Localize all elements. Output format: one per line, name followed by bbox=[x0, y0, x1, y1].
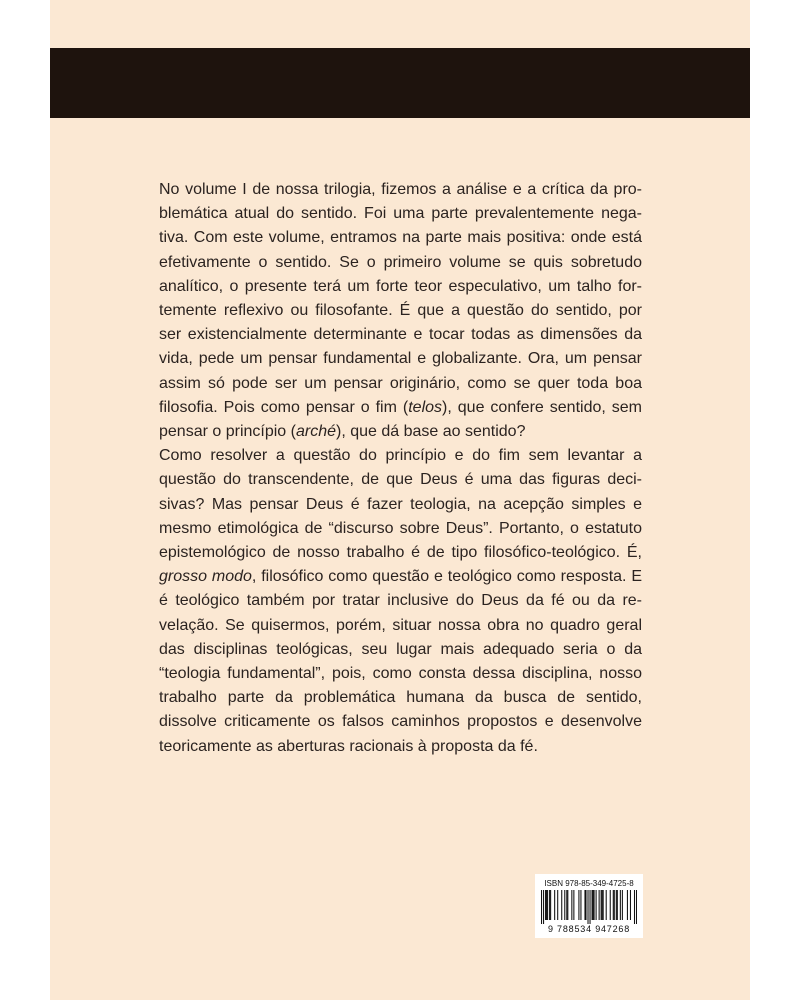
barcode-bar bbox=[554, 890, 555, 920]
isbn-barcode bbox=[535, 874, 643, 938]
barcode-bar bbox=[561, 890, 562, 920]
text-run: ), que confere sentido, sem pensar o princípio ( bbox=[159, 398, 643, 441]
barcode-bar bbox=[557, 890, 558, 920]
barcode-bar bbox=[601, 890, 602, 920]
blurb-paragraph bbox=[159, 444, 642, 759]
barcode-bar bbox=[587, 890, 588, 924]
text-run: ), que dá base ao sentido? bbox=[336, 423, 526, 441]
barcode-bar bbox=[585, 890, 586, 920]
barcode-bar bbox=[573, 890, 574, 920]
barcode-bar bbox=[620, 890, 621, 920]
barcode-bar bbox=[634, 890, 635, 924]
barcode-bar bbox=[545, 890, 546, 920]
barcode-bar bbox=[590, 890, 591, 924]
barcode-bar bbox=[543, 890, 544, 924]
barcode-bar bbox=[593, 890, 594, 920]
barcode-bar bbox=[603, 890, 604, 920]
blurb-text bbox=[159, 178, 642, 759]
barcode-bar bbox=[567, 890, 568, 920]
barcode-bar bbox=[541, 890, 542, 924]
ean-digits: 9 788534 947268 bbox=[547, 924, 631, 934]
blurb-paragraph bbox=[159, 178, 642, 444]
barcode-bar bbox=[616, 890, 617, 920]
book-back-cover bbox=[50, 0, 750, 1000]
barcode-bar bbox=[610, 890, 611, 920]
barcode-bar bbox=[550, 890, 551, 920]
barcode-bars bbox=[541, 890, 637, 924]
barcode-bar bbox=[636, 890, 637, 924]
barcode-bar bbox=[630, 890, 631, 920]
barcode-bar bbox=[592, 890, 593, 920]
barcode-bar bbox=[606, 890, 607, 920]
top-dark-band bbox=[50, 48, 750, 118]
isbn-label: ISBN 978-85-349-4725-8 bbox=[544, 879, 634, 888]
text-run: No volume I de nossa trilogia, fizemos a análise e a crítica da problemática atual do sentido. Foi uma parte prevalentemente negativa. Com este volume, entramos na parte mais positiva: onde está efetivamente o sentido. Se o primeiro volume se quis sobretudo analítico, o presente terá um forte teor especulativo, um talho fortemente reflexivo ou filosofante. É que a questão do sentido, por ser existencialmente determinante e tocar todas as dimensões da vida, pede um pensar fundamental e globalizante. Ora, um pensar assim só pode ser um pensar originário, como se quer toda boa filosofia. Pois como pensar o fim ( bbox=[159, 181, 642, 416]
text-run: Como resolver a questão do princípio e do fim sem levantar a questão do transcendente, de que Deus é uma das figuras decisivas? Mas pensar Deus é fazer teologia, na acepção simples e mesmo etimológica de “discurso sobre Deus”. Portanto, o estatuto epistemológico de nosso trabalho é de tipo filosófico-teológico. É, bbox=[159, 447, 642, 562]
barcode-bar bbox=[546, 890, 547, 920]
barcode-bar bbox=[627, 890, 628, 920]
barcode-bar bbox=[617, 890, 618, 920]
barcode-bar bbox=[622, 890, 623, 920]
barcode-bar bbox=[571, 890, 572, 920]
italic-term: arché bbox=[295, 423, 336, 441]
text-run: , filosófico como questão e teológico como resposta. E é teológico também por tratar inclusive do Deus da fé ou da revelação. Se quisermos, porém, situar nossa obra no quadro geral das disciplinas teológicas, seu lugar mais adequado seria o da “teologia fundamental”, pois, como consta dessa disciplina, nosso trabalho parte da problemática humana da busca de sentido, dissolve criticamente os falsos caminhos propostos e desenvolve teoricamente as aberturas racionais à proposta da fé. bbox=[159, 568, 643, 755]
barcode-bar bbox=[599, 890, 600, 920]
barcode-bar bbox=[580, 890, 581, 920]
barcode-bar bbox=[614, 890, 615, 920]
italic-term: grosso modo bbox=[159, 568, 252, 586]
italic-term: telos bbox=[408, 398, 443, 416]
barcode-bar bbox=[547, 890, 548, 920]
barcode-bar bbox=[549, 890, 550, 920]
barcode-bar bbox=[596, 890, 597, 920]
barcode-bar bbox=[594, 890, 595, 920]
barcode-bar bbox=[566, 890, 567, 920]
barcode-bar bbox=[584, 890, 585, 920]
barcode-bar bbox=[602, 890, 603, 920]
barcode-bar bbox=[578, 890, 579, 920]
barcode-bar bbox=[613, 890, 614, 920]
barcode-bar bbox=[564, 890, 565, 920]
